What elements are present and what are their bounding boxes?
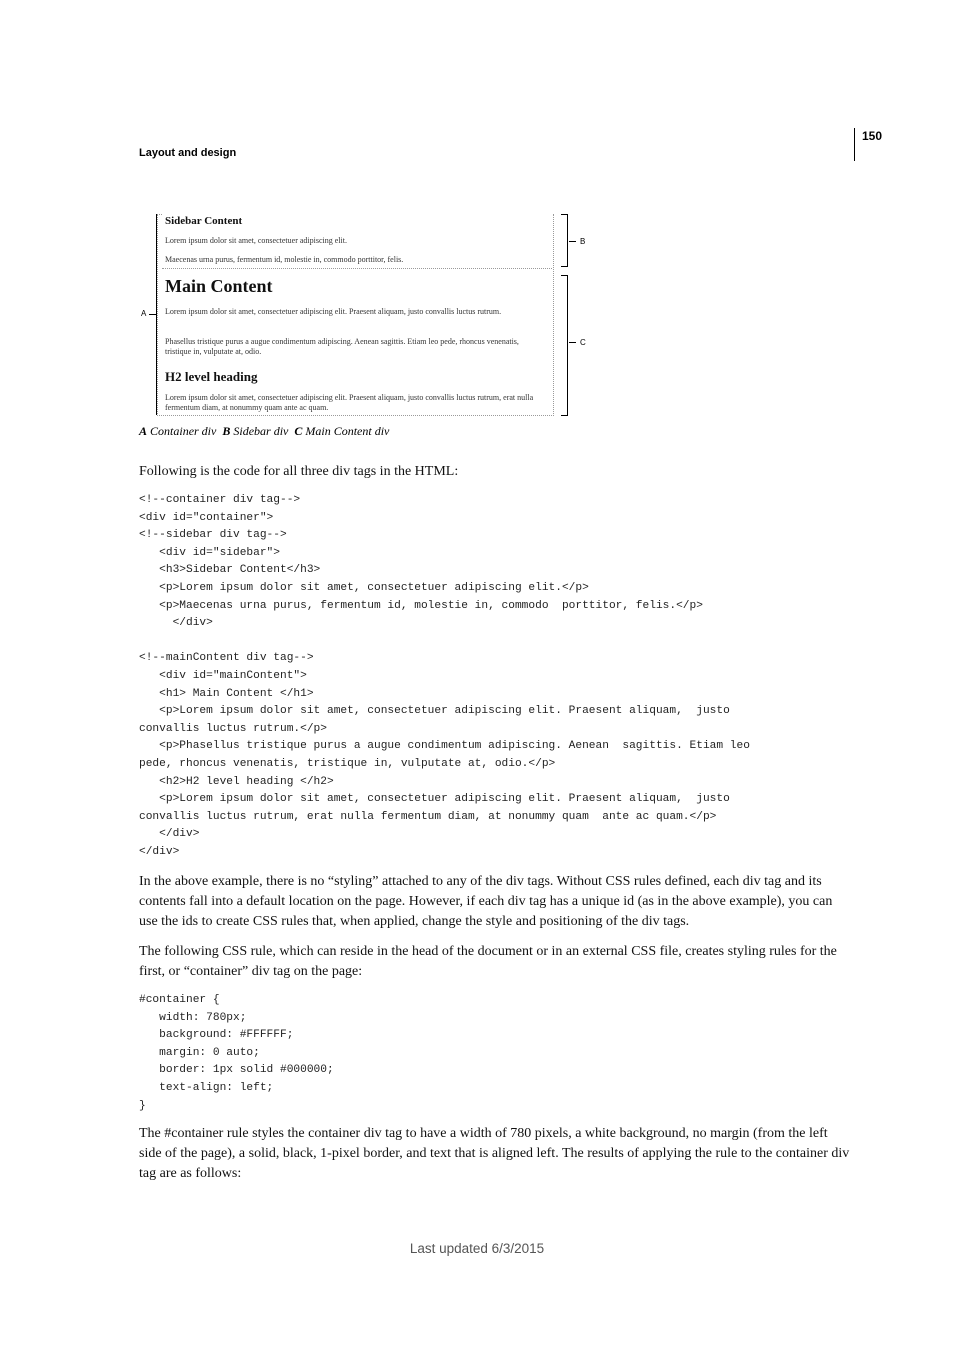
header-rule <box>854 128 855 161</box>
figure-sidebar-heading: Sidebar Content <box>165 215 243 227</box>
code-line: <p>Lorem ipsum dolor sit amet, consectetuer adipiscing elit.</p> <box>139 581 589 594</box>
code-line: width: 780px; <box>139 1011 247 1024</box>
paragraph-no-styling: In the above example, there is no “styling” attached to any of the div tags. Without CSS rules defined, each div tag and its contents fall into a default location on the page. However, if each div tag has a unique id (as in the above example), you can use the ids to create CSS rules that, when applied, change the style and positioning of the div tags. <box>139 874 833 929</box>
code-line: } <box>139 1099 146 1112</box>
code-line: <h1> Main Content </h1> <box>139 687 314 700</box>
code-line: #container { <box>139 994 220 1006</box>
main-content-bracket <box>561 275 568 416</box>
code-line: </div> <box>139 828 200 841</box>
caption-letter-c: C <box>294 424 303 438</box>
code-line: convallis luctus rutrum.</p> <box>139 722 327 735</box>
code-line: </div> <box>139 845 180 858</box>
code-line: <p>Lorem ipsum dolor sit amet, consectetuer adipiscing elit. Praesent aliquam, justo <box>139 793 730 806</box>
code-line: pede, rhoncus venenatis, tristique in, vulputate at, odio.</p> <box>139 757 556 770</box>
code-line: <p>Phasellus tristique purus a augue condimentum adipiscing. Aenean sagittis. Etiam leo <box>139 740 750 753</box>
code-line: border: 1px solid #000000; <box>139 1064 334 1077</box>
caption-letter-b: B <box>222 424 231 438</box>
caption-text-a: Container div <box>150 424 217 438</box>
callout-tick-c <box>569 342 576 343</box>
code-line: <div id="mainContent"> <box>139 669 307 682</box>
code-line: text-align: left; <box>139 1081 274 1094</box>
last-updated-footer: Last updated 6/3/2015 <box>409 1241 545 1256</box>
code-line: <p>Lorem ipsum dolor sit amet, consectetuer adipiscing elit. Praesent aliquam, justo <box>139 705 730 718</box>
figure-sidebar-p2: Maecenas urna purus, fermentum id, molestie in, commodo porttitor, felis. <box>165 255 404 264</box>
code-line: <div id="container"> <box>139 511 274 524</box>
code-line: <h3>Sidebar Content</h3> <box>139 564 321 577</box>
figure-h2-heading: H2 level heading <box>165 369 258 384</box>
figure-main-p3: Lorem ipsum dolor sit amet, consectetuer adipiscing elit. Praesent aliquam, justo convallis luctus rutrum, erat nulla fermentum diam, at nonummy quam ante ac quam. <box>165 393 534 412</box>
code-line: <!--sidebar div tag--> <box>139 529 287 542</box>
callout-label-a: A <box>141 309 147 318</box>
code-line: convallis luctus rutrum, erat nulla fermentum diam, at nonummy quam ante ac quam.</p> <box>139 810 717 823</box>
code-line: <!--mainContent div tag--> <box>139 652 314 665</box>
paragraph-container-rule: The #container rule styles the container div tag to have a width of 780 pixels, a white background, no margin (from the left side of the page), a solid, black, 1-pixel border, and text that is aligned left. The results of applying the rule to the container div tag are as follows: <box>139 1126 850 1181</box>
css-code-block <box>139 992 851 1115</box>
code-line <box>139 633 851 651</box>
code-line: background: #FFFFFF; <box>139 1029 294 1042</box>
page-number: 150 <box>862 129 883 143</box>
figure-main-p1: Lorem ipsum dolor sit amet, consectetuer adipiscing elit. Praesent aliquam, justo convallis luctus rutrum. <box>165 307 502 316</box>
figure-caption <box>139 424 389 439</box>
intro-paragraph: Following is the code for all three div tags in the HTML: <box>139 464 459 479</box>
code-line: <div id="sidebar"> <box>139 546 280 559</box>
code-line: <!--container div tag--> <box>139 494 301 506</box>
caption-text-c: Main Content div <box>305 424 390 438</box>
caption-letter-a: A <box>139 424 148 438</box>
code-line: <p>Maecenas urna purus, fermentum id, molestie in, commodo porttitor, felis.</p> <box>139 599 703 612</box>
code-line: margin: 0 auto; <box>139 1046 260 1059</box>
figure-main-heading: Main Content <box>165 276 273 296</box>
caption-text-b: Sidebar div <box>233 424 289 438</box>
callout-tick-a <box>149 314 156 315</box>
running-head: Layout and design <box>139 147 237 159</box>
paragraph-css-rule-intro: The following CSS rule, which can reside in the head of the document or in an external CSS file, creates styling rules for the first, or “container” div tag on the page: <box>139 944 837 979</box>
code-line: </div> <box>139 617 213 630</box>
figure-sidebar-p1: Lorem ipsum dolor sit amet, consectetuer adipiscing elit. <box>165 236 347 245</box>
sidebar-bracket <box>561 214 568 267</box>
html-code-block <box>139 492 851 861</box>
code-line: <h2>H2 level heading </h2> <box>139 775 334 788</box>
callout-label-c: C <box>580 338 586 347</box>
callout-label-b: B <box>580 237 586 246</box>
div-layout-figure <box>139 212 599 418</box>
callout-tick-b <box>569 241 576 242</box>
figure-main-p2: Phasellus tristique purus a augue condimentum adipiscing. Aenean sagittis. Etiam leo pede, rhoncus venenatis, tristique in, vulputate at, odio. <box>165 337 519 356</box>
